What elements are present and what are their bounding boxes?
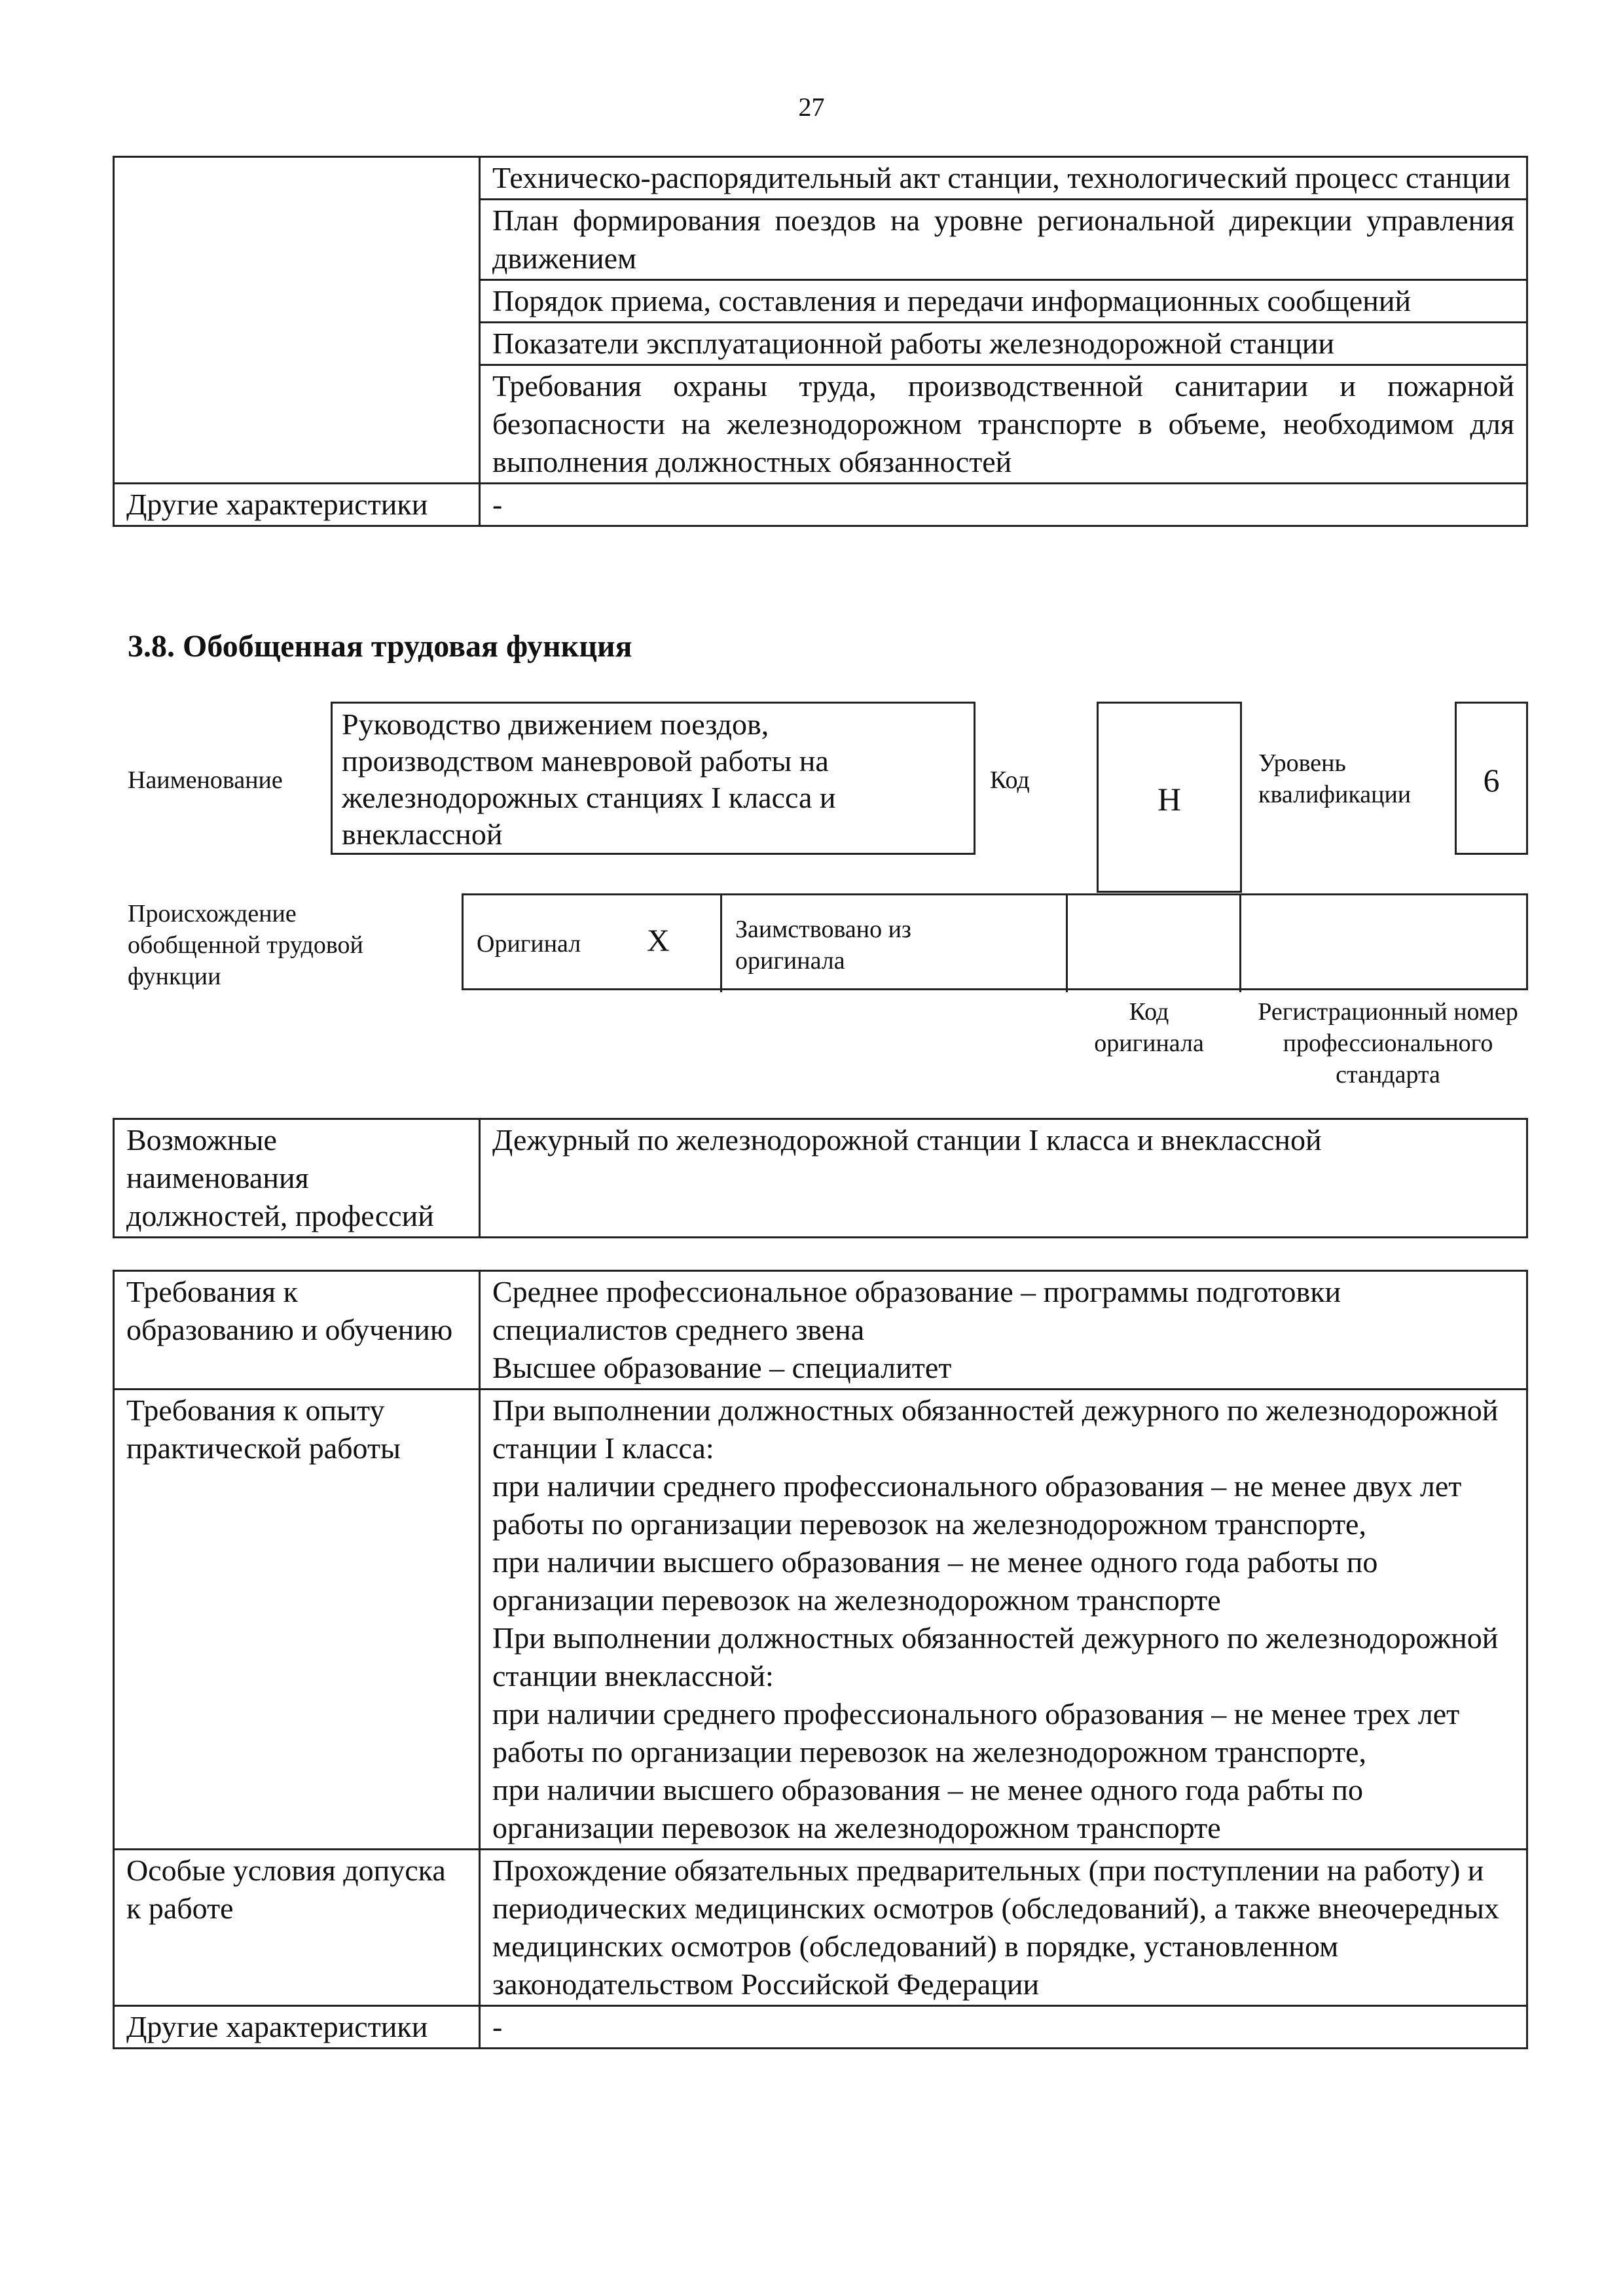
knowledge-row: Показатели эксплуатационной работы железнодорожной станции xyxy=(480,323,1527,365)
divider xyxy=(1066,895,1068,992)
divider xyxy=(1239,895,1241,992)
knowledge-table xyxy=(113,156,1528,527)
section-heading: 3.8. Обобщенная трудовая функция xyxy=(128,629,632,664)
name-value: Руководство движением поездов, производством маневровой работы на железнодорожных станциях I класса и внеклассной xyxy=(331,702,976,855)
knowledge-row: План формирования поездов на уровне региональной дирекции управления движением xyxy=(480,200,1527,280)
other-characteristics-label: Другие характеристики xyxy=(114,2006,480,2049)
special-conditions-label: Особые условия допуска к работе xyxy=(114,1850,480,2006)
other-characteristics-value: - xyxy=(480,2006,1527,2049)
experience-line: При выполнении должностных обязанностей дежурного по железнодорожной станции внеклассной: xyxy=(492,1621,1499,1693)
original-label: Оригинал xyxy=(477,930,581,958)
experience-line: при наличии среднего профессионального образования – не менее трех лет работы по организации перевозок на железнодорожном транспорте, xyxy=(492,1697,1460,1768)
level-label: Уровень квалификации xyxy=(1258,749,1412,808)
page-number: 27 xyxy=(798,92,825,122)
experience-line: При выполнении должностных обязанностей дежурного по железнодорожной станции I класса: xyxy=(492,1393,1499,1465)
reg-number-caption: Регистрационный номер профессионального стандарта xyxy=(1258,998,1518,1088)
knowledge-row: Требования охраны труда, производственной санитарии и пожарной безопасности на железнодорожном транспорте в объеме, необходимом для выполнения должностных обязанностей xyxy=(480,365,1527,484)
other-characteristics-value: - xyxy=(480,484,1527,526)
level-value: 6 xyxy=(1455,702,1528,855)
borrowed-label: Заимствовано из оригинала xyxy=(735,916,911,975)
name-label: Наименование xyxy=(128,766,283,794)
education-line: Среднее профессиональное образование – программы подготовки специалистов среднего звена xyxy=(492,1275,1341,1346)
positions-value: Дежурный по железнодорожной станции I класса и внеклассной xyxy=(480,1119,1527,1238)
positions-table xyxy=(113,1118,1528,1238)
knowledge-row: Техническо-распорядительный акт станции, технологический процесс станции xyxy=(480,157,1527,200)
experience-label: Требования к опыту практической работы xyxy=(114,1390,480,1850)
special-conditions-value: Прохождение обязательных предварительных (при поступлении на работу) и периодических медицинских осмотров (обследований), а также внеочередных медицинских осмотров (обследований) в порядке, установленном законодательством Российской Федерации xyxy=(480,1850,1527,2006)
experience-line: при наличии высшего образования – не менее одного года рабты по организации перевозок на железнодорожном транспорте xyxy=(492,1773,1363,1844)
other-characteristics-label: Другие характеристики xyxy=(114,484,480,526)
experience-line: при наличии высшего образования – не менее одного года работы по организации перевозок на железнодорожном транспорте xyxy=(492,1545,1378,1617)
divider xyxy=(720,895,722,992)
education-line: Высшее образование – специалитет xyxy=(492,1351,952,1384)
original-mark: X xyxy=(647,924,670,958)
positions-label: Возможные наименования должностей, профессий xyxy=(114,1119,480,1238)
requirements-table xyxy=(113,1270,1528,2049)
origin-label: Происхождение обобщенной трудовой функции xyxy=(128,900,363,990)
experience-value xyxy=(480,1390,1527,1850)
code-label: Код xyxy=(990,766,1030,794)
empty-label-cell xyxy=(114,157,480,484)
knowledge-row: Порядок приема, составления и передачи информационных сообщений xyxy=(480,280,1527,323)
education-label: Требования к образованию и обучению xyxy=(114,1271,480,1390)
code-value: H xyxy=(1097,702,1242,893)
experience-line: при наличии среднего профессионального образования – не менее двух лет работы по организации перевозок на железнодорожном транспорте, xyxy=(492,1469,1462,1541)
education-value xyxy=(480,1271,1527,1390)
origin-row xyxy=(462,893,1528,990)
code-original-caption: Код оригинала xyxy=(1094,998,1204,1057)
